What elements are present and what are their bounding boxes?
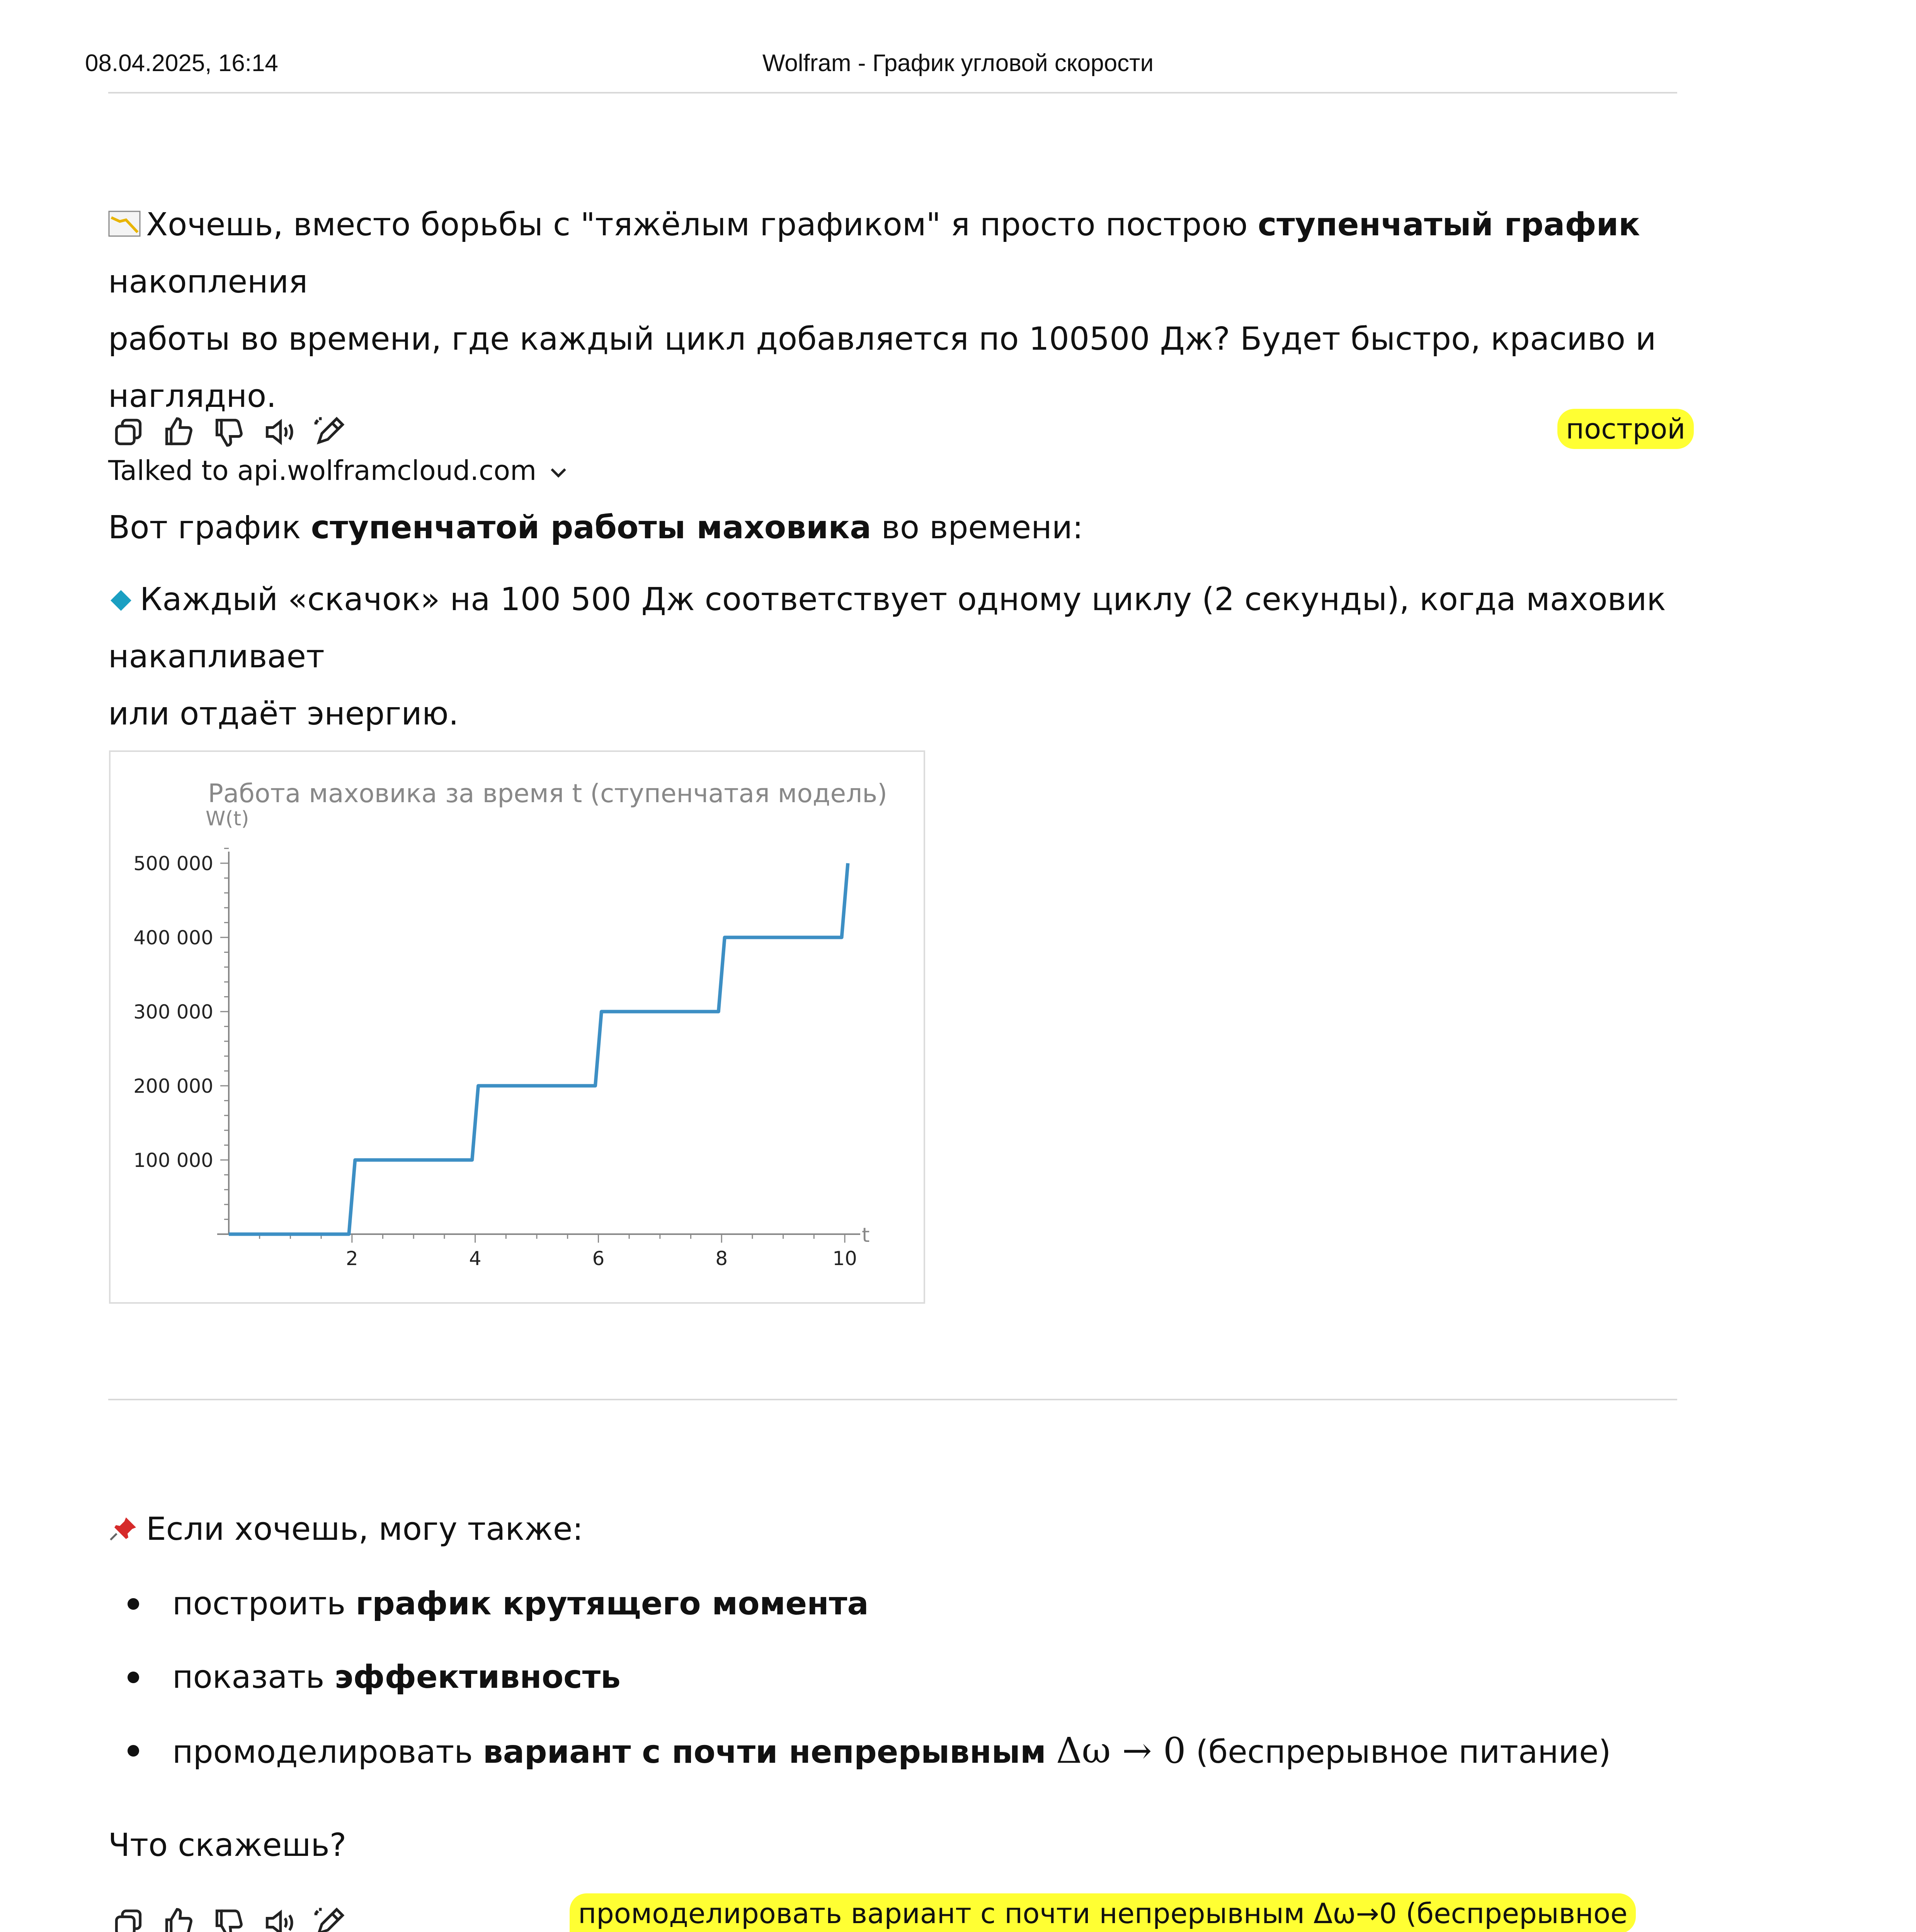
header-divider [108,92,1677,94]
chart-title: Работа маховика за время t (ступенчатая модель) [208,779,887,808]
user-message-2-line-1: промоделировать вариант с почти непрерывным Δω→0 (беспрерывное [570,1893,1636,1932]
speaker-icon[interactable] [261,414,297,450]
list-bullet [128,1672,139,1683]
data-series-line [229,863,848,1234]
y-tick-label: 100 000 [133,1149,213,1172]
print-datetime: 08.04.2025, 16:14 [85,50,278,77]
x-tick-label: 6 [592,1247,605,1270]
section-divider [108,1399,1677,1400]
y-tick-label: 200 000 [133,1075,213,1097]
response-1-paragraph: Вот график ступенчатой работы маховика во времени: [108,509,1083,546]
speaker-icon[interactable] [261,1905,297,1932]
pin-emoji-icon [108,1514,141,1542]
intro-paragraph: Хочешь, вместо борьбы с "тяжёлым графиком" я просто построю ступенчатый график накопления работы во времени, где каждый цикл добавляется по 100500 Дж? Будет быстро, красиво и наглядно. [108,206,1656,415]
thumbs-down-icon[interactable] [211,1905,247,1932]
edit-icon[interactable] [311,1905,347,1932]
user-message-1: построй [1557,409,1694,449]
offer-item: показать эффективность [108,1648,1654,1706]
offer-item: построить график крутящего момента [108,1575,1654,1633]
y-axis-label: W(t) [206,807,249,830]
x-tick-label: 4 [469,1247,482,1270]
x-tick-label: 10 [832,1247,857,1270]
message-actions-1 [111,413,347,451]
list-bullet [128,1745,139,1757]
question-text: Что скажешь? [108,1827,347,1864]
list-bullet [128,1598,139,1610]
y-tick-label: 500 000 [133,852,213,875]
x-axis-label: t [862,1224,870,1247]
x-tick-label: 2 [345,1247,358,1270]
y-tick-label: 300 000 [133,1001,213,1023]
offer-item: промоделировать вариант с почти непрерывным Δω → 0 (беспрерывное питание) [108,1722,1654,1781]
message-actions-2 [111,1903,347,1932]
step-work-chart-panel [109,750,925,1304]
x-tick-label: 8 [715,1247,728,1270]
thumbs-up-icon[interactable] [161,414,196,450]
talked-to-1[interactable]: Talked to api.wolframcloud.com [108,451,572,490]
diamond-bullet-icon [111,590,131,611]
response-1-bullet: Каждый «скачок» на 100 500 Дж соответствует одному циклу (2 секунды), когда маховик накапливает или отдаёт энергию. [108,581,1666,732]
chevron-down-icon[interactable] [545,459,572,486]
offer-intro: Если хочешь, могу также: [108,1501,1685,1558]
copy-icon[interactable] [111,1905,146,1932]
edit-icon[interactable] [311,414,347,450]
thumbs-down-icon[interactable] [211,414,247,450]
y-tick-label: 400 000 [133,927,213,949]
chart-down-emoji-icon [108,210,141,238]
step-work-chart [111,752,924,1302]
copy-icon[interactable] [111,414,146,450]
print-title: Wolfram - График угловой скорости [762,50,1154,77]
thumbs-up-icon[interactable] [161,1905,196,1932]
